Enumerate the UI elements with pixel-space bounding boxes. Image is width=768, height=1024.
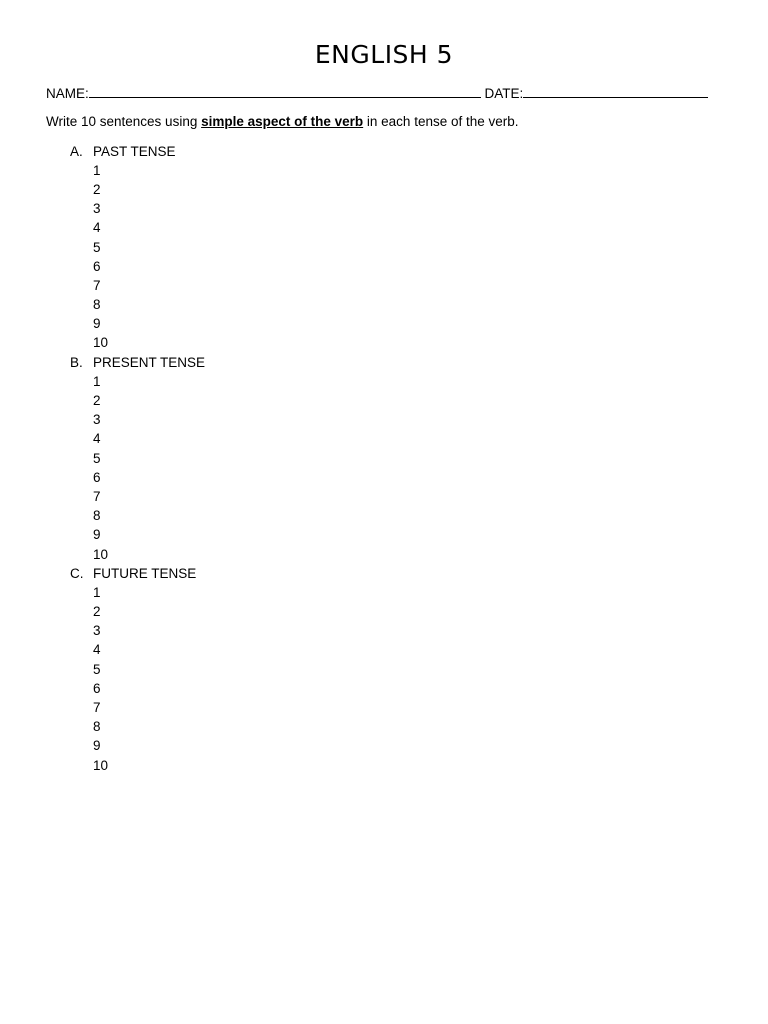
section-b-letter: B. [70, 355, 83, 370]
list-item: 4 [93, 220, 101, 235]
date-label: DATE: [484, 86, 524, 101]
list-item: 10 [93, 758, 109, 773]
list-item: 1 [93, 374, 101, 389]
section-c-title: FUTURE TENSE [93, 566, 197, 581]
section-b-title: PRESENT TENSE [93, 355, 206, 370]
list-item: 9 [93, 738, 101, 753]
section-a-title: PAST TENSE [93, 144, 176, 159]
list-item: 5 [93, 451, 101, 466]
list-item: 7 [93, 489, 101, 504]
list-item: 10 [93, 335, 109, 350]
list-item: 9 [93, 527, 101, 542]
list-item: 5 [93, 662, 101, 677]
list-item: 4 [93, 431, 101, 446]
page-title: ENGLISH 5 [314, 40, 454, 69]
list-item: 2 [93, 182, 101, 197]
list-item: 9 [93, 316, 101, 331]
list-item: 5 [93, 240, 101, 255]
instruction-before: Write 10 sentences using [46, 114, 202, 129]
list-item: 1 [93, 163, 101, 178]
list-item: 10 [93, 547, 109, 562]
list-item: 6 [93, 470, 101, 485]
date-blank[interactable] [523, 85, 708, 98]
instruction [46, 114, 519, 129]
list-item: 1 [93, 585, 101, 600]
list-item: 7 [93, 278, 101, 293]
instruction-after: in each tense of the verb. [363, 114, 519, 129]
list-item: 4 [93, 642, 101, 657]
list-item: 8 [93, 508, 101, 523]
name-date-row [46, 85, 708, 101]
list-item: 8 [93, 719, 101, 734]
name-label: NAME: [46, 86, 89, 101]
name-blank[interactable] [89, 85, 481, 98]
list-item: 2 [93, 393, 101, 408]
list-item: 6 [93, 681, 101, 696]
list-item: 6 [93, 259, 101, 274]
list-item: 3 [93, 201, 101, 216]
list-item: 8 [93, 297, 101, 312]
list-item: 2 [93, 604, 101, 619]
section-a-letter: A. [70, 144, 83, 159]
instruction-emphasis: simple aspect of the verb [201, 114, 364, 129]
list-item: 3 [93, 623, 101, 638]
list-item: 7 [93, 700, 101, 715]
list-item: 3 [93, 412, 101, 427]
section-c-letter: C. [70, 566, 84, 581]
